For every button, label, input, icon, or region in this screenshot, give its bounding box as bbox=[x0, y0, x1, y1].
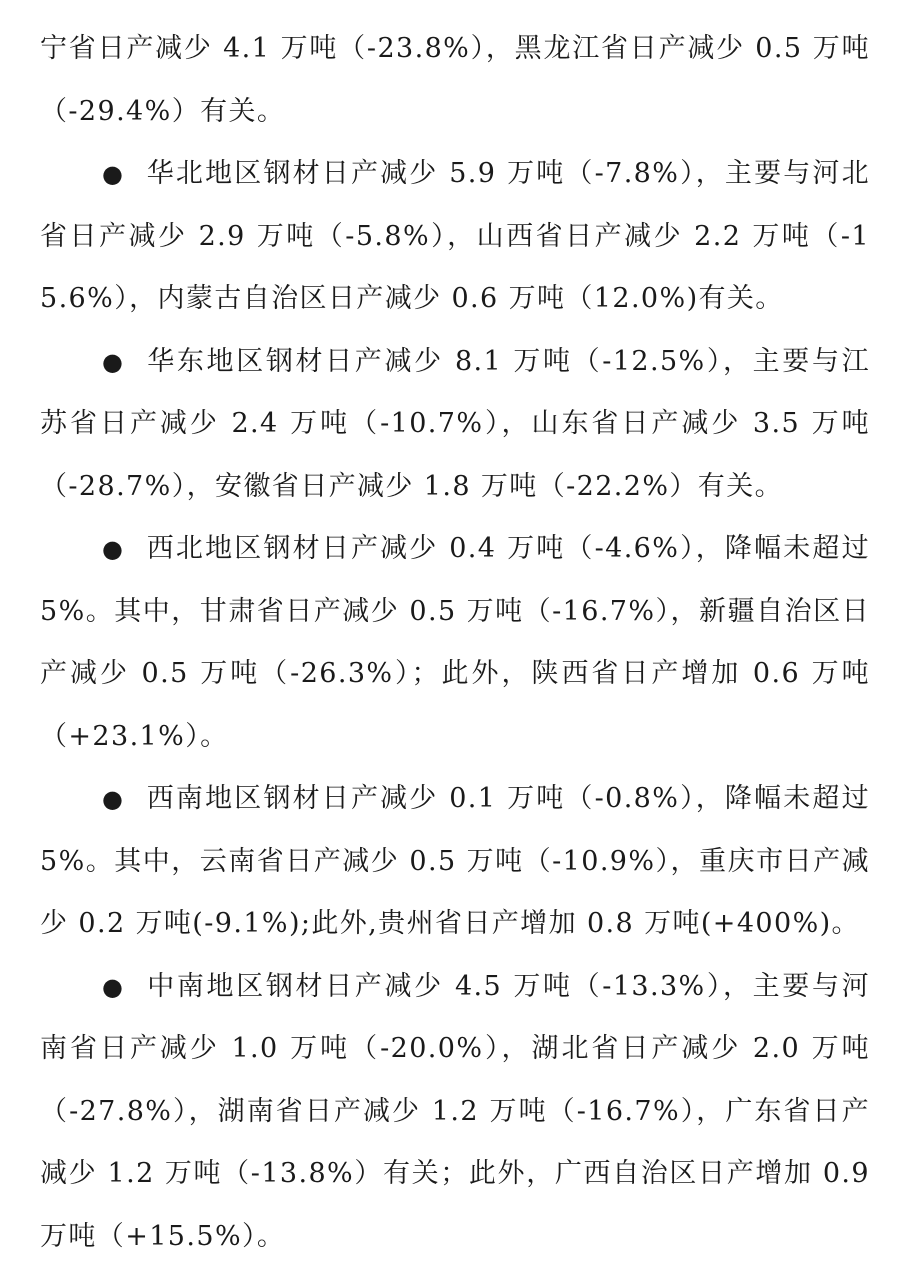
document-body bbox=[40, 18, 870, 1268]
bullet-dot-icon: ● bbox=[102, 956, 146, 1019]
paragraph-northwest bbox=[40, 518, 870, 768]
paragraph-text: 中南地区钢材日产减少 4.5 万吨（-13.3%），主要与河南省日产减少 1.0 万吨（-20.0%），湖北省日产减少 2.0 万吨（-27.8%），湖南省日产减少 1.2 万吨（-16.7%），广东省日产减少 1.2 万吨（-13.8%）有关；此外，广西自治区日产增加 0.9 万吨（+15.5%）。 bbox=[40, 971, 870, 1252]
paragraph-central-south bbox=[40, 956, 870, 1268]
paragraph-north-china bbox=[40, 143, 870, 331]
bullet-dot-icon: ● bbox=[102, 518, 146, 581]
paragraph-text: 华东地区钢材日产减少 8.1 万吨（-12.5%），主要与江苏省日产减少 2.4 万吨（-10.7%），山东省日产减少 3.5 万吨（-28.7%），安徽省日产减少 1.8 万吨（-22.2%）有关。 bbox=[40, 346, 870, 502]
bullet-dot-icon: ● bbox=[102, 331, 146, 394]
paragraph-east-china bbox=[40, 331, 870, 519]
bullet-dot-icon: ● bbox=[102, 143, 146, 206]
paragraph-text: 华北地区钢材日产减少 5.9 万吨（-7.8%），主要与河北省日产减少 2.9 万吨（-5.8%），山西省日产减少 2.2 万吨（-15.6%），内蒙古自治区日产减少 0.6 万吨（12.0%)有关。 bbox=[40, 158, 870, 314]
paragraph-text: 宁省日产减少 4.1 万吨（-23.8%），黑龙江省日产减少 0.5 万吨（-29.4%）有关。 bbox=[40, 33, 870, 127]
paragraph-text: 西南地区钢材日产减少 0.1 万吨（-0.8%），降幅未超过 5%。其中，云南省日产减少 0.5 万吨（-10.9%），重庆市日产减少 0.2 万吨(-9.1%);此外,贵州省日产增加 0.8 万吨(+400%)。 bbox=[40, 783, 870, 939]
bullet-dot-icon: ● bbox=[102, 768, 146, 831]
paragraph-text: 西北地区钢材日产减少 0.4 万吨（-4.6%），降幅未超过 5%。其中，甘肃省日产减少 0.5 万吨（-16.7%），新疆自治区日产减少 0.5 万吨（-26.3%）；此外，陕西省日产增加 0.6 万吨（+23.1%）。 bbox=[40, 533, 870, 752]
paragraph-northeast-continued bbox=[40, 18, 870, 143]
paragraph-southwest bbox=[40, 768, 870, 956]
